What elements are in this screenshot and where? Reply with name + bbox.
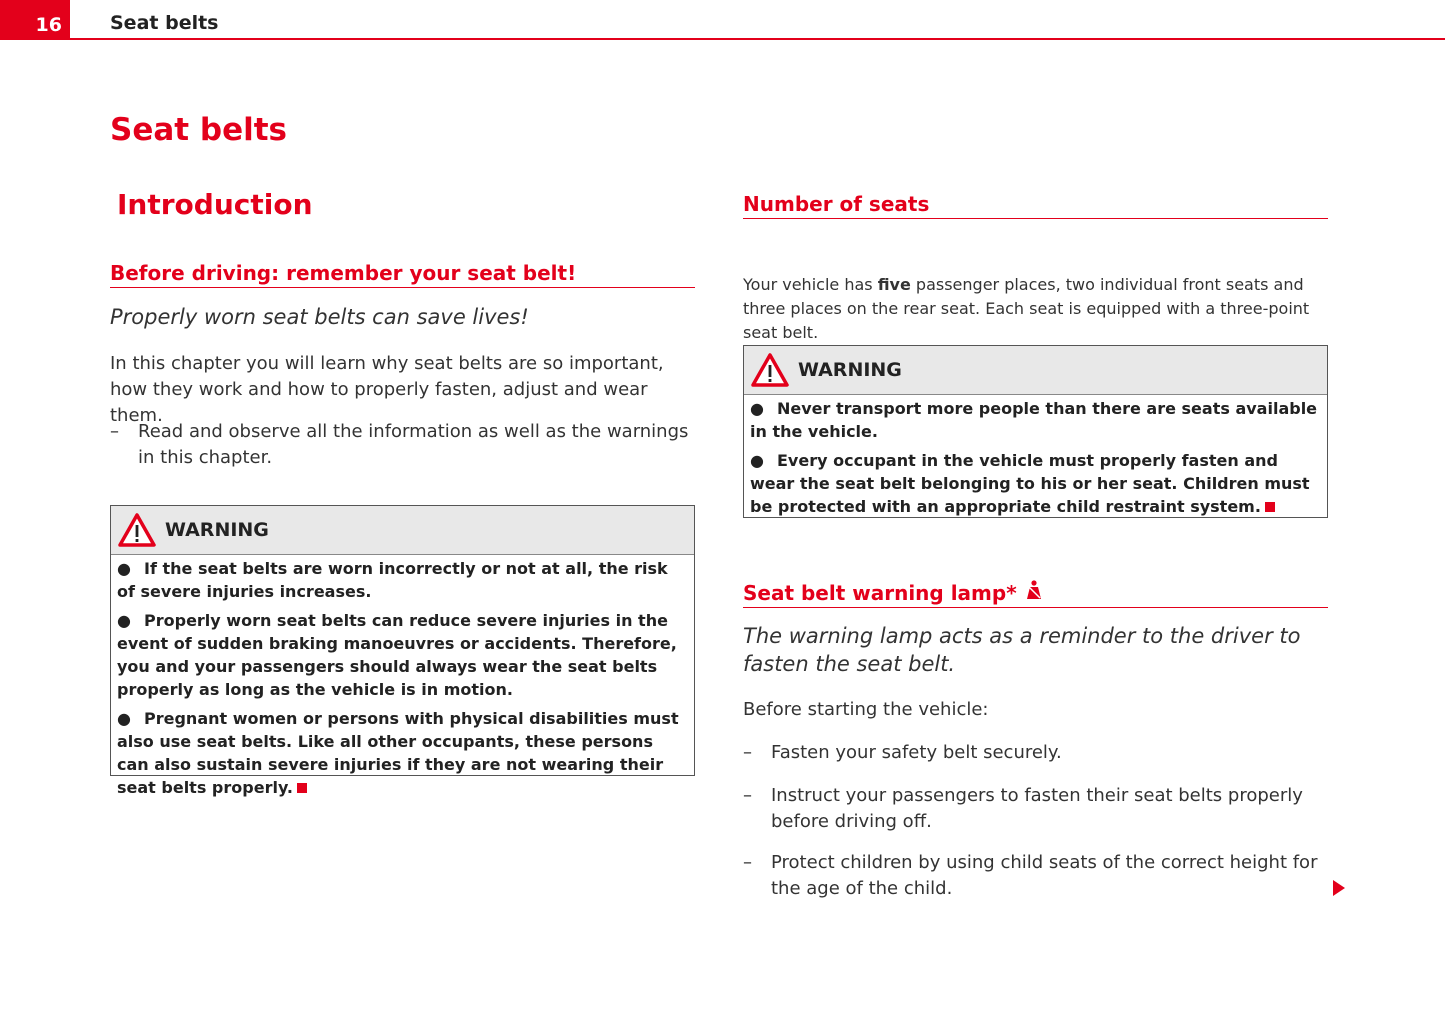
intro-paragraph: In this chapter you will learn why seat belts are so important, how they work and how to properly fasten, adjust and wear them. — [110, 353, 664, 426]
end-marker-icon — [1265, 502, 1275, 512]
seats-paragraph: Your vehicle has five passenger places, two individual front seats and three places on the rear seat. Each seat is equipped with a three-point seat belt. — [743, 275, 1310, 342]
step-item: – Instruct your passengers to fasten their seat belts properly before driving off. — [743, 783, 1333, 835]
heading-before-driving: Before driving: remember your seat belt! — [110, 261, 695, 288]
page-title: Seat belts — [110, 112, 287, 148]
lead-text: Properly worn seat belts can save lives! — [110, 305, 529, 329]
header-rule — [70, 38, 1445, 40]
warning-triangle-icon — [117, 512, 157, 548]
warning-header — [744, 346, 1327, 395]
step-item: – Fasten your safety belt securely. — [743, 740, 1333, 766]
warning-item: ● Every occupant in the vehicle must properly fasten and wear the seat belt belonging to his or her seat. Children must be protected with an appropriate child restraint system. — [750, 451, 1310, 516]
lamp-intro: Before starting the vehicle: — [743, 699, 989, 720]
page-number-tab: 16 — [0, 0, 70, 40]
warning-item: ● Never transport more people than there are seats available in the vehicle. — [750, 399, 1318, 441]
heading-warning-lamp: Seat belt warning lamp* — [743, 580, 1328, 608]
section-title: Introduction — [117, 188, 313, 221]
warning-header — [111, 506, 694, 555]
seatbelt-lamp-icon — [1024, 580, 1044, 602]
continue-arrow-icon — [1333, 880, 1345, 896]
warning-box — [743, 345, 1328, 518]
warning-title: WARNING — [798, 359, 902, 381]
warning-item: ● If the seat belts are worn incorrectly or not at all, the risk of severe injuries increases. — [117, 559, 668, 601]
running-header: Seat belts — [110, 12, 219, 34]
warning-triangle-icon — [750, 352, 790, 388]
step-item: – Read and observe all the information as well as the warnings in this chapter. — [110, 419, 695, 471]
warning-item: ● Pregnant women or persons with physical disabilities must also use seat belts. Like all other occupants, these persons can also sustain severe injuries if they are not wearing their seat belts properly. — [117, 709, 679, 797]
warning-box — [110, 505, 695, 797]
heading-number-of-seats: Number of seats — [743, 192, 1328, 219]
warning-title: WARNING — [165, 519, 269, 541]
end-marker-icon — [297, 783, 307, 793]
lamp-lead: The warning lamp acts as a reminder to the driver to fasten the seat belt. — [743, 624, 1301, 676]
step-item: – Protect children by using child seats of the correct height for the age of the child. — [743, 850, 1333, 902]
warning-item: ● Properly worn seat belts can reduce severe injuries in the event of sudden braking manoeuvres or accidents. Therefore, you and your passengers should always wear the seat belts properly as long as the vehicle is in motion. — [117, 611, 677, 699]
